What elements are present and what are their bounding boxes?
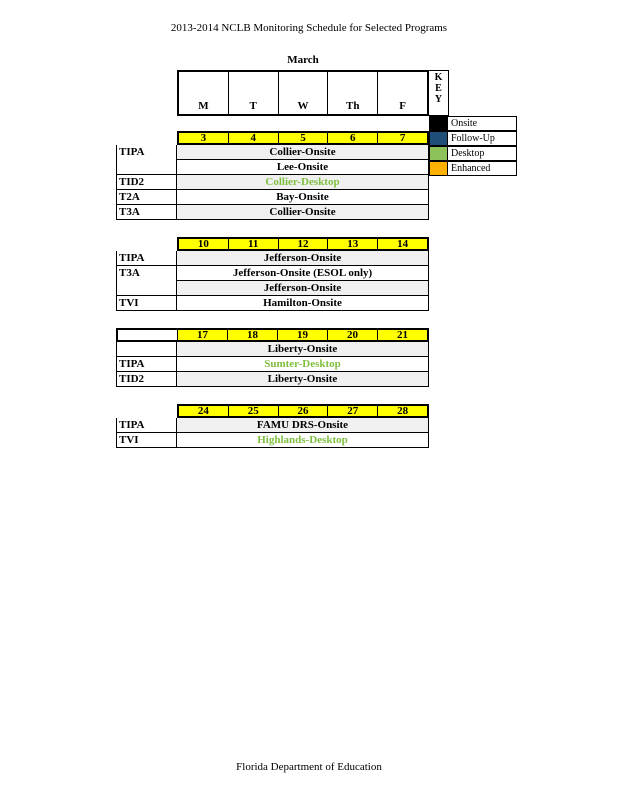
monitoring-entry: Liberty-Onsite [177, 342, 429, 357]
schedule-row [116, 266, 429, 281]
legend [429, 116, 517, 176]
monitoring-entry: Hamilton-Onsite [177, 296, 429, 311]
program-code: TVI [116, 433, 177, 448]
key-letter: E [435, 83, 442, 94]
day-number: 27 [328, 406, 378, 416]
legend-swatch [429, 146, 448, 161]
schedule-row [116, 175, 429, 190]
schedule-row [116, 281, 429, 296]
monitoring-entry: Jefferson-Onsite (ESOL only) [177, 266, 429, 281]
weekday-t: T [229, 72, 279, 114]
schedule-row [116, 190, 429, 205]
legend-item [429, 131, 517, 146]
key-letter: K [434, 72, 443, 83]
schedule-row [116, 372, 429, 387]
program-code [116, 342, 177, 357]
monitoring-entry: Collier-Onsite [177, 145, 429, 160]
monitoring-entry: Sumter-Desktop [177, 357, 429, 372]
schedule-row [116, 251, 429, 266]
schedule-row [116, 418, 429, 433]
day-number: 6 [328, 133, 378, 143]
schedule-row [116, 433, 429, 448]
day-number: 24 [179, 406, 229, 416]
day-number: 4 [229, 133, 279, 143]
schedule-row [116, 145, 429, 160]
legend-swatch [429, 116, 448, 131]
schedule-row [116, 205, 429, 220]
program-code: TIPA [116, 251, 177, 266]
program-code: TID2 [116, 372, 177, 387]
day-number: 20 [328, 330, 378, 340]
monitoring-entry: Jefferson-Onsite [177, 251, 429, 266]
program-code [116, 281, 177, 296]
day-number-row [177, 237, 429, 251]
day-number: 19 [278, 330, 328, 340]
monitoring-entry: FAMU DRS-Onsite [177, 418, 429, 433]
program-code: TIPA [116, 357, 177, 372]
weekday-f: F [399, 100, 406, 112]
footer: Florida Department of Education [236, 761, 382, 773]
monitoring-entry: Collier-Onsite [177, 205, 429, 220]
schedule-row [116, 357, 429, 372]
monitoring-entry: Collier-Desktop [177, 175, 429, 190]
program-code: T3A [116, 205, 177, 220]
weekday-w: W [279, 72, 329, 114]
legend-label: Enhanced [448, 161, 517, 176]
legend-swatch [429, 131, 448, 146]
program-code: TID2 [116, 175, 177, 190]
key-header [429, 70, 449, 116]
legend-swatch [429, 161, 448, 176]
weekday-th: Th [328, 72, 378, 114]
day-number: 25 [229, 406, 279, 416]
legend-label: Desktop [448, 146, 517, 161]
day-number: 14 [397, 238, 409, 250]
day-number: 26 [279, 406, 329, 416]
legend-item [429, 146, 517, 161]
day-number: 21 [397, 329, 408, 341]
day-number: 5 [279, 133, 329, 143]
day-number: 3 [179, 133, 229, 143]
key-letter: Y [434, 94, 443, 105]
weekday-header [177, 70, 429, 116]
legend-item [429, 161, 517, 176]
day-number: 7 [399, 132, 406, 144]
week-block [116, 237, 429, 311]
document-title: 2013-2014 NCLB Monitoring Schedule for Selected Programs [170, 22, 448, 34]
program-code: TVI [116, 296, 177, 311]
schedule-row [116, 160, 429, 175]
week-block [116, 404, 429, 448]
monitoring-entry: Jefferson-Onsite [177, 281, 429, 296]
program-code: T2A [116, 190, 177, 205]
day-number: 10 [179, 239, 229, 249]
program-code: TIPA [116, 418, 177, 433]
day-number: 13 [328, 239, 378, 249]
monitoring-entry: Liberty-Onsite [177, 372, 429, 387]
schedule-row [116, 296, 429, 311]
day-number: 11 [229, 239, 279, 249]
program-code [116, 160, 177, 175]
week-block [116, 131, 429, 220]
monitoring-entry: Highlands-Desktop [177, 433, 429, 448]
weekday-m: M [179, 72, 229, 114]
day-number: 17 [178, 330, 228, 340]
day-number-row [177, 404, 429, 418]
program-code: T3A [116, 266, 177, 281]
monitoring-entry: Bay-Onsite [177, 190, 429, 205]
day-number: 12 [279, 239, 329, 249]
blank-cell [118, 330, 178, 340]
day-number: 18 [228, 330, 278, 340]
legend-label: Follow-Up [448, 131, 517, 146]
day-number: 28 [397, 405, 409, 417]
monitoring-entry: Lee-Onsite [177, 160, 429, 175]
month-label: March [287, 54, 319, 66]
program-code: TIPA [116, 145, 177, 160]
legend-item [429, 116, 517, 131]
schedule-row [116, 342, 429, 357]
legend-label: Onsite [448, 116, 517, 131]
day-number-row [116, 328, 429, 342]
day-number-row [177, 131, 429, 145]
week-block [116, 328, 429, 387]
